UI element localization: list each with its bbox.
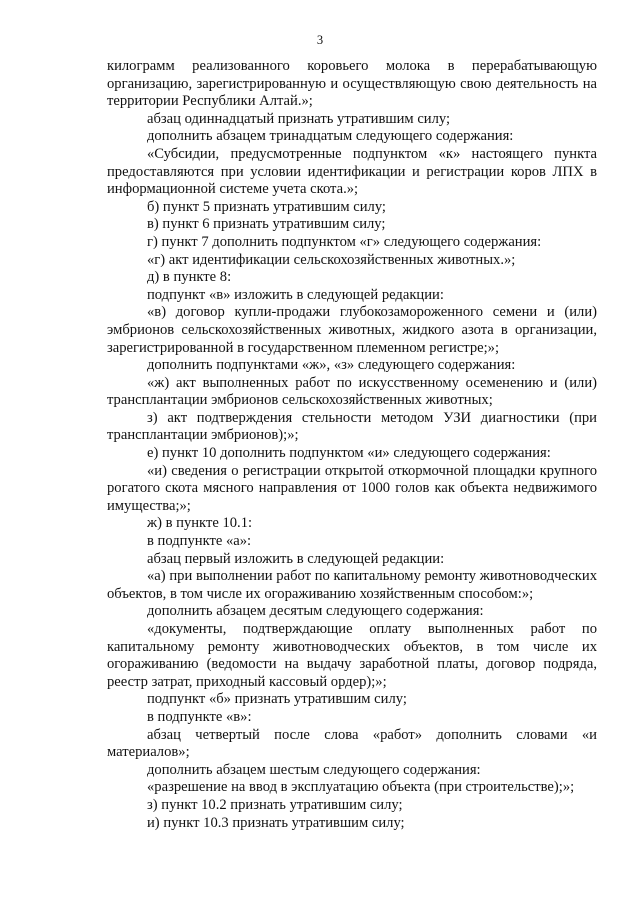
- paragraph: дополнить подпунктами «ж», «з» следующего содержания:: [147, 357, 516, 374]
- paragraph: и) пункт 10.3 признать утратившим силу;: [147, 814, 405, 831]
- paragraph: дополнить абзацем шестым следующего содержания:: [147, 761, 481, 778]
- paragraph: з) пункт 10.2 признать утратившим силу;: [147, 796, 403, 813]
- paragraph: дополнить абзацем тринадцатым следующего содержания:: [147, 128, 514, 145]
- paragraph: «и) сведения о регистрации открытой откормочной площадки крупного рогатого скота мясного направления от 1000 голов как объекта недвижимого имущества;»;: [107, 462, 597, 514]
- paragraph: в подпункте «а»:: [147, 533, 252, 550]
- paragraph: килограмм реализованного коровьего молока в перерабатывающую организацию, зарегистрированную и осуществляющую свою деятельность на территории Республики Алтай.»;: [107, 58, 597, 110]
- paragraph: «г) акт идентификации сельскохозяйственных животных.»;: [147, 251, 516, 268]
- paragraph: абзац четвертый после слова «работ» дополнить словами «и материалов»;: [107, 726, 597, 761]
- paragraph: «Субсидии, предусмотренные подпунктом «к» настоящего пункта предоставляются при условии идентификации и регистрации коров ЛПХ в информационной системе учета скота.»;: [107, 145, 597, 198]
- paragraph: в подпункте «в»:: [147, 708, 252, 725]
- paragraph: в) пункт 6 признать утратившим силу;: [147, 216, 386, 233]
- paragraph: «разрешение на ввод в эксплуатацию объекта (при строительстве);»;: [147, 779, 575, 796]
- paragraph: «документы, подтверждающие оплату выполненных работ по капитальному ремонту животноводческих объектов, в том числе их огораживанию (ведомости на выдачу заработной платы, договор подряда, реестр затрат, приходный кассовый ордер);»;: [107, 621, 597, 690]
- paragraph: дополнить абзацем десятым следующего содержания:: [147, 603, 484, 620]
- paragraph: подпункт «б» признать утратившим силу;: [147, 691, 407, 708]
- paragraph: д) в пункте 8:: [147, 269, 232, 286]
- paragraph: абзац первый изложить в следующей редакции:: [147, 550, 445, 567]
- paragraph: з) акт подтверждения стельности методом УЗИ диагностики (при трансплантации эмбрионов);»;: [107, 409, 597, 444]
- paragraph: г) пункт 7 дополнить подпунктом «г» следующего содержания:: [147, 233, 542, 250]
- paragraph: б) пункт 5 признать утратившим силу;: [147, 198, 386, 215]
- paragraph: «в) договор купли-продажи глубокозамороженного семени и (или) эмбрионов сельскохозяйственных животных, жидкого азота в организации, зарегистрированной в государственном племенном регистре;»;: [107, 304, 597, 356]
- paragraph: е) пункт 10 дополнить подпунктом «и» следующего содержания:: [147, 445, 551, 462]
- paragraph: ж) в пункте 10.1:: [147, 515, 253, 532]
- paragraph: «а) при выполнении работ по капитальному ремонту животноводческих объектов, в том числе их огораживанию хозяйственным способом:»;: [107, 568, 597, 602]
- paragraph: подпункт «в» изложить в следующей редакции:: [147, 286, 444, 303]
- paragraph: абзац одиннадцатый признать утратившим силу;: [147, 110, 451, 127]
- page-number: 3: [316, 33, 324, 47]
- document-body: [107, 58, 597, 832]
- paragraph: «ж) акт выполненных работ по искусственному осеменению и (или) трансплантации эмбрионов сельскохозяйственных животных;: [107, 374, 597, 409]
